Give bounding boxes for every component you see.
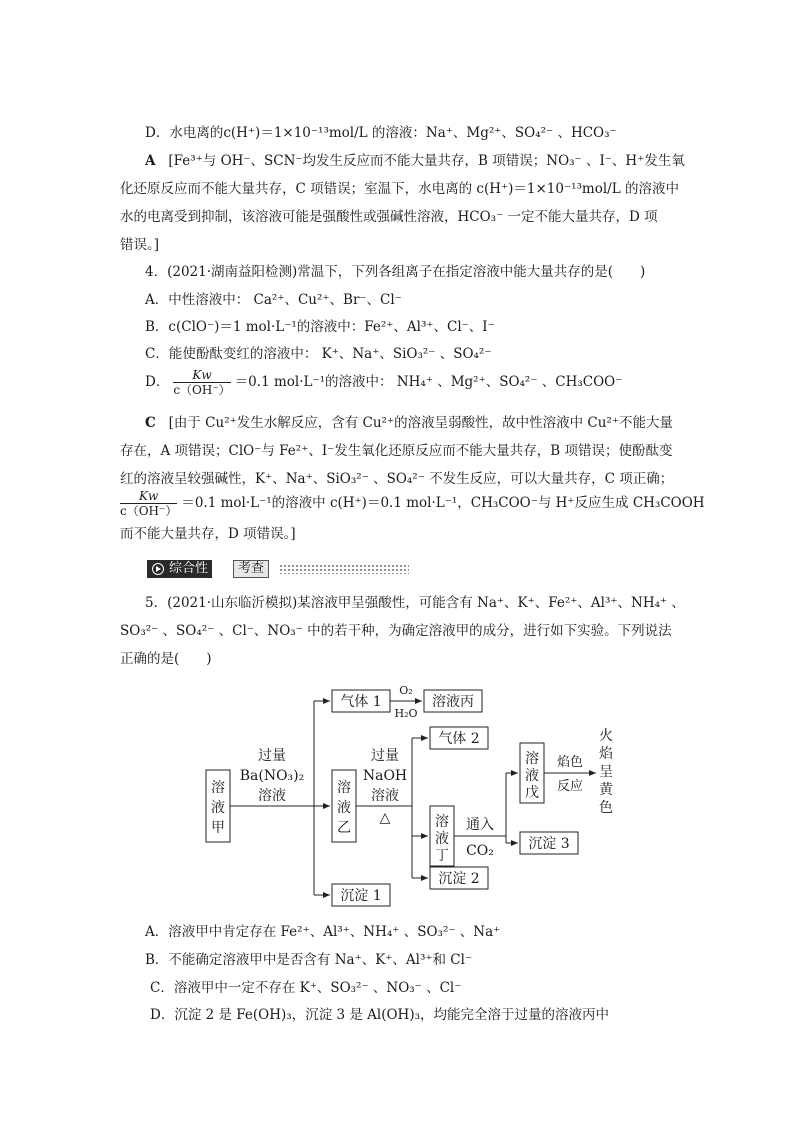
- q3-optd-label: D．水电离的: [145, 125, 224, 141]
- q4-explanation-2: 存在，A 项错误；ClO⁻与 Fe²⁺、I⁻发生氧化还原反应而不能大量共存，B 项错误；使酚酞变: [120, 443, 673, 459]
- q3-explanation-2: 化还原反应而不能大量共存，C 项错误；室温下，水电离的 c(H⁺)＝1×10⁻¹³mol/L 的溶液中: [120, 181, 679, 197]
- reagent1-line3: 溶液: [258, 788, 286, 804]
- gas2-label: 气体 2: [438, 731, 480, 747]
- ppt2-label: 沉淀 2: [438, 871, 480, 887]
- result-char2: 焰: [599, 746, 613, 762]
- q4-stem: 4．(2021·湖南益阳检测)常温下，下列各组离子在指定溶液中能大量共存的是( ): [145, 264, 646, 280]
- q5-option-d: D．沉淀 2 是 Fe(OH)₃，沉淀 3 是 Al(OH)₃，均能完全溶于过量的溶液丙中: [150, 1007, 610, 1023]
- reagent2-line3: 溶液: [371, 788, 399, 804]
- fraction-numerator: Kw: [173, 368, 230, 383]
- q5-option-a: A．溶液甲中肯定存在 Fe²⁺、Al³⁺、NH₄⁺ 、SO₃²⁻ 、Na⁺: [145, 924, 501, 940]
- box-jia-char1: 溶: [211, 780, 225, 796]
- q4-option-b: B．c(ClO⁻)＝1 mol·L⁻¹的溶液中：Fe²⁺、Al³⁺、Cl⁻、I⁻: [145, 319, 495, 335]
- result-char4: 黄: [599, 782, 613, 798]
- q5-stem-1: 5．(2021·山东临沂模拟)某溶液甲呈强酸性，可能含有 Na⁺、K⁺、Fe²⁺、Al³⁺、NH₄⁺ 、: [145, 595, 685, 611]
- fraction-denominator: c（OH⁻）: [120, 504, 178, 518]
- reagent3-line1: 通入: [466, 817, 494, 833]
- reagent1-line2: Ba(NO₃)₂: [239, 768, 305, 784]
- h2o-label: H₂O: [394, 707, 418, 720]
- reagent4-line2: 反应: [556, 779, 584, 794]
- box-jia-char2: 液: [211, 800, 225, 816]
- reagent2-line1: 过量: [371, 748, 399, 764]
- box-wu-char1: 溶: [525, 751, 539, 767]
- box-yi-char3: 乙: [337, 820, 351, 836]
- q3-explanation-3: 水的电离受到抑制，该溶液可能是强酸性或强碱性溶液，HCO₃⁻ 一定不能大量共存，D 项: [120, 209, 658, 225]
- q4-exp-line4-rest: ＝0.1 mol·L⁻¹的溶液中 c(H⁺)＝0.1 mol·L⁻¹，CH₃COO⁻与 H⁺反应生成 CH₃COOH: [181, 495, 705, 511]
- ppt3-label: 沉淀 3: [528, 836, 570, 852]
- q4-option-a: A．中性溶液中： Ca²⁺、Cu²⁺、Br⁻、Cl⁻: [145, 292, 402, 308]
- q5-option-b: B．不能确定溶液甲中是否含有 Na⁺、K⁺、Al³⁺和 Cl⁻: [145, 952, 473, 968]
- result-char1: 火: [599, 728, 613, 744]
- q4-option-c: C．能使酚酞变红的溶液中： K⁺、Na⁺、SiO₃²⁻ 、SO₄²⁻: [145, 346, 492, 362]
- box-wu-char3: 戊: [525, 785, 539, 801]
- reagent2-heat: △: [379, 810, 391, 826]
- section-label-text: 综合性: [169, 561, 209, 576]
- q4-optd-prefix: D．: [145, 374, 170, 390]
- fraction-numerator: Kw: [120, 489, 177, 504]
- bing-label: 溶液丙: [432, 694, 474, 710]
- box-yi-char1: 溶: [337, 780, 351, 796]
- q5-stem-2: SO₃²⁻ 、SO₄²⁻ 、Cl⁻、NO₃⁻ 中的若干种，为确定溶液甲的成分，进行如下实验。下列说法: [120, 623, 672, 639]
- reagent3-line2: CO₂: [466, 843, 494, 859]
- box-wu-char2: 液: [525, 768, 539, 784]
- result-char5: 色: [599, 800, 613, 816]
- box-ding-char2: 液: [435, 831, 449, 847]
- q3-optd-text: c(H⁺)＝1×10⁻¹³mol/L 的溶液：Na⁺、Mg²⁺、SO₄²⁻ 、HCO₃⁻: [223, 125, 617, 141]
- q4-explanation-3: 红的溶液呈较强碱性，K⁺、Na⁺、SiO₃²⁻ 、SO₄²⁻ 不发生反应，可以大量共存，C 项正确；: [120, 471, 674, 487]
- box-yi-char2: 液: [337, 800, 351, 816]
- reagent2-line2: NaOH: [362, 768, 408, 784]
- q5-option-c: C．溶液甲中一定不存在 K⁺、SO₃²⁻ 、NO₃⁻ 、Cl⁻: [150, 980, 462, 996]
- q4-optd-rest: ＝0.1 mol·L⁻¹的溶液中： NH₄⁺ 、Mg²⁺、SO₄²⁻ 、CH₃COO⁻: [234, 374, 623, 390]
- reagent1-line1: 过量: [258, 748, 286, 764]
- q3-exp-line1: [Fe³⁺与 OH⁻、SCN⁻均发生反应而不能大量共存，B 项错误；NO₃⁻ 、I⁻、H⁺发生氧: [168, 153, 685, 169]
- box-ding-char1: 溶: [435, 814, 449, 830]
- o2-label: O₂: [399, 684, 413, 697]
- q4-exp-line1: [由于 Cu²⁺发生水解反应，含有 Cu²⁺的溶液呈弱酸性，故中性溶液中 Cu²⁺不能大量: [168, 415, 673, 431]
- q5-stem-3: 正确的是( ): [120, 651, 212, 667]
- box-ding-char3: 丁: [435, 848, 449, 864]
- section-tag: 考查: [233, 560, 269, 578]
- q4-explanation-5: 而不能大量共存，D 项错误。]: [120, 526, 296, 542]
- box-jia-char3: 甲: [211, 820, 225, 836]
- q3-explanation-4: 错误。]: [120, 237, 160, 253]
- gas1-label: 气体 1: [340, 694, 382, 710]
- fraction-denominator: c（OH⁻）: [173, 383, 231, 397]
- result-char3: 呈: [599, 764, 613, 780]
- q3-answer-letter: A: [145, 153, 156, 169]
- ppt1-label: 沉淀 1: [340, 888, 382, 904]
- reagent4-line1: 焰色: [556, 755, 584, 770]
- q4-answer-letter: C: [145, 415, 156, 431]
